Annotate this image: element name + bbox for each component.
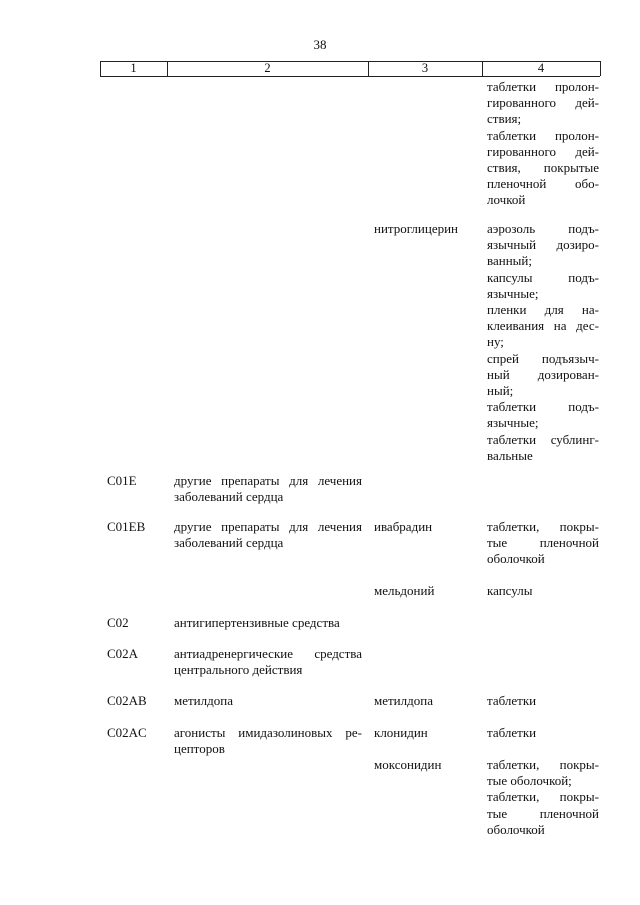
group-name-c01eb [174,519,362,551]
dosage-forms-methyldopa: таблетки [487,693,537,708]
cell-line: оболочкой [487,821,545,837]
header-col-3: 3 [421,61,429,75]
cell-line: пленочной обо- [487,176,599,192]
cell-line: спрей подъязыч- [487,350,599,366]
cell-line: пленки для на- [487,302,599,318]
drug-name-methyldopa: метилдопа [374,693,433,708]
cell-line: лочкой [487,192,526,208]
cell-line: тые оболочкой; [487,773,572,789]
header-col-1: 1 [130,61,137,75]
cell-line: аэрозоль подъ- [487,221,599,236]
group-name-c02ab: метилдопа [174,693,233,708]
cell-line: таблетки, покры- [487,757,599,772]
cell-line: таблетки сублинг- [487,431,599,447]
drug-name-clonidine: клонидин [374,725,428,740]
cell-line: оболочкой [487,551,545,567]
dosage-forms-nitroglycerin [487,221,599,464]
cell-line: тые пленочной [487,535,599,551]
cell-line: таблетки, покры- [487,789,599,805]
cell-line: гированного дей- [487,95,599,111]
table-row-continued-col4 [487,79,599,209]
cell-line: клеивания на дес- [487,318,599,334]
cell-line: антиадренергические средства [174,646,362,661]
cell-line: другие препараты для лечения [174,473,362,488]
cell-line: ну; [487,334,504,350]
drug-name-nitroglycerin: нитроглицерин [374,221,459,236]
cell-line: агонисты имидазолиновых ре- [174,725,362,740]
cell-line: цепторов [174,741,225,757]
cell-line: язычные; [487,285,539,301]
cell-line: ванный; [487,253,532,269]
drug-name-moxonidine: моксонидин [374,757,442,772]
cell-line: гированного дей- [487,143,599,159]
header-col-4: 4 [537,61,545,75]
dosage-forms-meldonium: капсулы [487,583,533,598]
cell-line: капсулы подъ- [487,269,599,285]
cell-line: ствия, покрытые [487,160,599,176]
atc-code-c02ac: C02AC [107,725,147,740]
cell-line: язычные; [487,415,539,431]
group-name-c02ac [174,725,362,757]
cell-line: таблетки подъ- [487,399,599,415]
cell-line: другие препараты для лечения [174,519,362,534]
cell-line: таблетки, покры- [487,519,599,534]
cell-line: таблетки пролон- [487,127,599,143]
drug-name-meldonium: мельдоний [374,583,435,598]
cell-line: ный дозирован- [487,366,599,382]
group-name-c01e [174,473,362,505]
cell-line: вальные [487,447,533,463]
cell-line: тые пленочной [487,805,599,821]
dosage-forms-ivabradine [487,519,599,568]
dosage-forms-clonidine: таблетки [487,725,537,740]
atc-code-c02a: C02A [107,646,139,661]
atc-code-c01e: C01E [107,473,137,488]
cell-line: заболеваний сердца [174,489,284,505]
cell-line: таблетки пролон- [487,79,599,94]
cell-line: ный; [487,383,514,399]
atc-code-c01eb: C01EB [107,519,146,534]
header-bottom-rule [100,76,600,77]
group-name-c02a [174,646,362,678]
header-divider [600,61,601,76]
cell-line: ствия; [487,111,522,127]
header-col-2: 2 [264,61,271,75]
atc-code-c02ab: C02AB [107,693,147,708]
cell-line: заболеваний сердца [174,535,284,551]
atc-code-c02: C02 [107,615,129,630]
page-number: 38 [313,37,327,52]
group-name-c02: антигипертензивные средства [174,615,340,630]
cell-line: центрального действия [174,662,303,678]
cell-line: язычный дозиро- [487,237,599,253]
dosage-forms-moxonidine [487,757,599,838]
drug-name-ivabradine: ивабрадин [374,519,433,534]
